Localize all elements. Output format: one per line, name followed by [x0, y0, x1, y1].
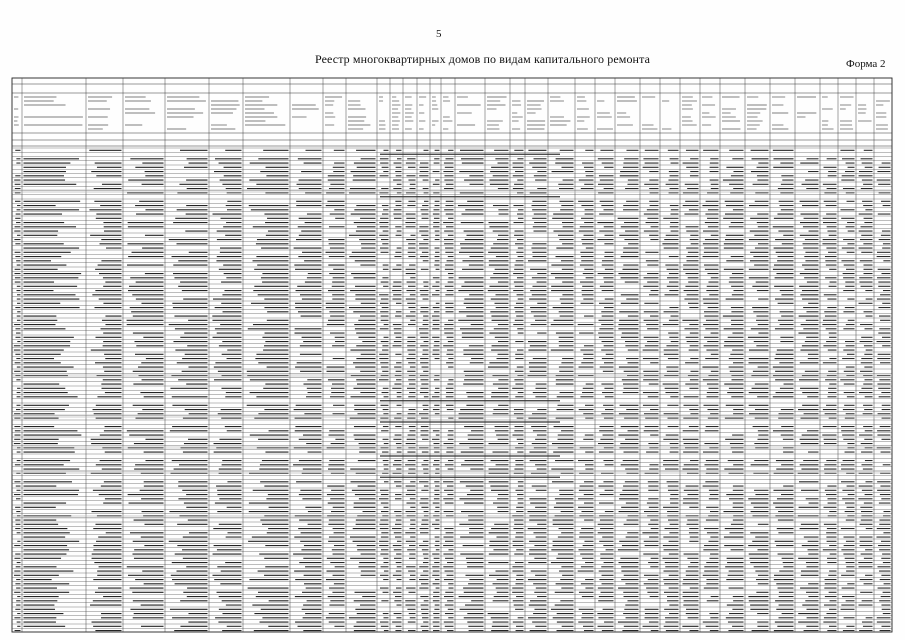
form-label: Форма 2 — [846, 58, 886, 70]
subtotal-row — [12, 515, 892, 519]
subtotal-row — [12, 446, 892, 450]
subtotal-row — [12, 470, 892, 474]
subtotal-row — [12, 374, 892, 378]
page-number: 5 — [436, 28, 442, 40]
page-title: Реестр многоквартирных домов по видам капитального ремонта — [315, 52, 650, 66]
table-border — [12, 78, 892, 632]
subtotal-row — [12, 189, 892, 193]
subtotal-row — [12, 414, 892, 418]
